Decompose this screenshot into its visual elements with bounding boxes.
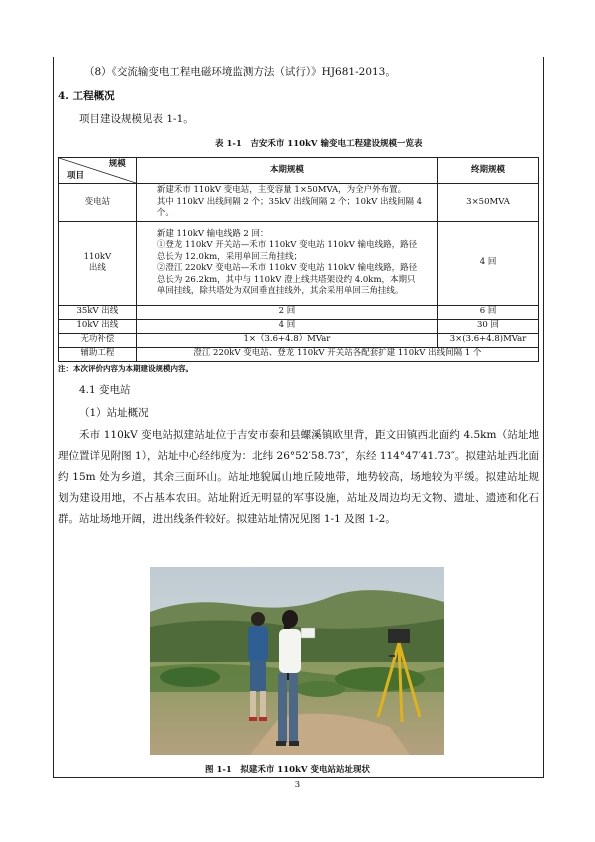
site-photo-illustration [150, 567, 444, 755]
row-current: 澄江 220kV 变电站、登龙 110kV 开关站各配套扩建 110kV 出线间隔 1 个 [136, 347, 538, 361]
table-row [59, 319, 539, 333]
row-current: 新建 110kV 输电线路 2 回： ①登龙 110kV 开关站—禾市 110kV 变电站 110kV 输电线路，路径总长为 12.0km，采用单回三角挂线； ②澄江 220kV 变电站—禾市 110kV 变电站 110kV 输电线路，路径总长为 26.2km，其中与 110kV 澄上线共塔架设约 4.0km，本期只单回挂线，除共塔处为双回垂直挂线外，其余采用单回三角挂线。 [136, 221, 437, 305]
row-current: 2 回 [136, 305, 437, 319]
row-final: 3×(3.6+4.8)MVar [438, 333, 539, 347]
page-number: 3 [294, 780, 301, 790]
table-row [59, 347, 539, 361]
section4-intro: 项目建设规模见表 1-1。 [79, 113, 194, 125]
figure-caption: 图 1-1 拟建禾市 110kV 变电站站址现状 [205, 765, 370, 775]
table-caption: 表 1-1 吉安禾市 110kV 输变电工程建设规模一览表 [215, 139, 423, 149]
row-item: 35kV 出线 [59, 305, 137, 319]
reference-item: （8）《交流输变电工程电磁环境监测方法（试行）》HJ681-2013。 [84, 66, 396, 78]
row-final: 30 回 [438, 319, 539, 333]
table-row [59, 221, 539, 305]
row-current: 新建禾市 110kV 变电站，主变容量 1×50MVA，为全户外布置。 其中 110kV 出线间隔 2 个；35kV 出线间隔 2 个；10kV 出线间隔 4 个。 [136, 184, 437, 222]
row-item: 无功补偿 [59, 333, 137, 347]
subsection1-heading: （1）站址概况 [79, 407, 149, 419]
header-scale-label: 规模 [108, 159, 126, 169]
row-final: 6 回 [438, 305, 539, 319]
header-item-label: 项目 [67, 170, 85, 181]
table-header-row [59, 158, 539, 184]
row-current: 1×（3.6+4.8）MVar [136, 333, 437, 347]
table-row [59, 184, 539, 222]
header-current: 本期规模 [136, 158, 437, 184]
section41-heading: 4.1 变电站 [79, 384, 131, 396]
row-item: 10kV 出线 [59, 319, 137, 333]
header-diagonal-cell [59, 158, 137, 184]
site-photo [150, 567, 444, 755]
section4-heading: 4. 工程概况 [58, 90, 115, 102]
row-item: 110kV 出线 [59, 221, 137, 305]
site-paragraph: 禾市 110kV 变电站拟建站址位于吉安市泰和县螺溪镇欧里背，距文田镇西北面约 4.5km（站址地理位置详见附图 1），站址中心经纬度为：北纬 26°52′58.73″，东经 114°47′41.73″。拟建站址西北面约 15m 处为乡道，其余三面环山。站址地貌属山地丘陵地带，地势较高，场地较为平缓。拟建站址规划为建设用地，不占基本农田。站址附近无明显的军事设施，站址及周边均无文物、遗址、遗迹和化石群。站址场地开阔，进出线条件较好。拟建站址情况见图 1-1 及图 1-2。 [58, 429, 539, 525]
row-final: 4 回 [438, 221, 539, 305]
row-item: 辅助工程 [59, 347, 137, 361]
table-note: 注：本次评价内容为本期建设规模内容。 [58, 364, 193, 373]
table-row [59, 305, 539, 319]
row-final: 3×50MVA [438, 184, 539, 222]
table-row [59, 333, 539, 347]
header-final: 终期规模 [438, 158, 539, 184]
project-scale-table [58, 157, 539, 362]
row-current: 4 回 [136, 319, 437, 333]
row-item: 变电站 [59, 184, 137, 222]
